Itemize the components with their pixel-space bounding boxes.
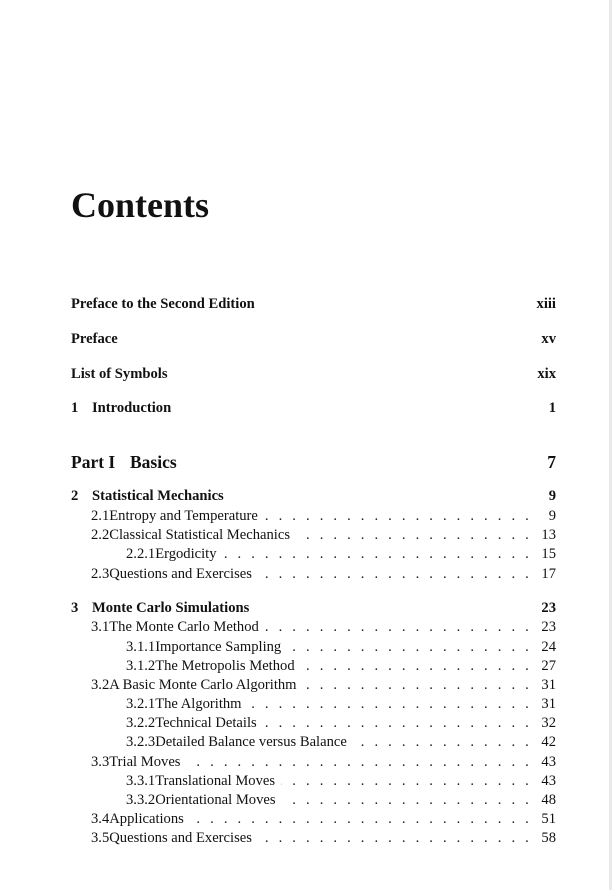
toc-entry-title: Statistical Mechanics: [92, 488, 224, 504]
toc-entry-title: The Monte Carlo Method: [109, 619, 259, 635]
toc-entry-title: Questions and Exercises: [109, 566, 252, 582]
toc-entry-title: Ergodicity: [155, 546, 217, 562]
toc-entry-title: The Metropolis Method: [155, 658, 295, 674]
toc-entry-page-number: 31: [541, 696, 556, 712]
toc-entry-title: A Basic Monte Carlo Algorithm: [109, 677, 297, 693]
toc-entry-title: The Algorithm: [155, 696, 242, 712]
toc-entry-section: [71, 753, 556, 772]
toc-entry-section: [71, 676, 556, 695]
toc-entry-page-number: 9: [548, 488, 556, 504]
toc-entry-page-number: 58: [541, 830, 556, 846]
toc-entry-page-number: 27: [541, 658, 556, 674]
dot-leader: [281, 772, 532, 791]
toc-entry-page-number: xix: [537, 366, 556, 382]
toc-entry-page-number: 43: [541, 754, 556, 770]
page-title: Contents: [71, 185, 210, 225]
toc-entry-title: Technical Details: [155, 715, 257, 731]
toc-entry-number: 3.2.3: [126, 734, 156, 750]
toc-entry-subsection: [71, 791, 556, 810]
toc-entry-page-number: 1: [548, 400, 556, 416]
toc-entry-subsection: [71, 638, 556, 657]
toc-entry-number: Part I: [71, 452, 116, 472]
toc-entry-page-number: 31: [541, 677, 556, 693]
toc-entry-page-number: 42: [541, 734, 556, 750]
toc-entry-page-number: 15: [541, 546, 556, 562]
toc-entry-title: Importance Sampling: [155, 639, 282, 655]
toc-entry-subsection: [71, 733, 556, 752]
toc-entry-part: [71, 451, 556, 473]
toc-entry-page-number: 23: [541, 619, 556, 635]
dot-leader: [190, 810, 532, 829]
toc-entry-number: 3.4: [91, 811, 110, 827]
toc-entry-number: 3: [71, 600, 79, 616]
toc-entry-page-number: xv: [541, 331, 556, 347]
dot-leader: [258, 829, 532, 848]
toc-entry-front: [71, 330, 556, 349]
dot-leader: [258, 565, 532, 584]
toc-entry-title: Applications: [109, 811, 184, 827]
toc-entry-number: 3.2.2: [126, 715, 156, 731]
toc-entry-title: List of Symbols: [71, 366, 168, 382]
toc-entry-page-number: 43: [541, 773, 556, 789]
toc-entry-title: Trial Moves: [109, 754, 181, 770]
toc-entry-chapter: [71, 487, 556, 506]
dot-leader: [223, 545, 532, 564]
dot-leader: [263, 714, 532, 733]
toc-entry-number: 3.3.1: [126, 773, 156, 789]
toc-entry-page-number: 23: [541, 600, 556, 616]
toc-entry-number: 2: [71, 488, 79, 504]
toc-entry-page-number: 48: [541, 792, 556, 808]
dot-leader: [265, 618, 532, 637]
toc-entry-chapter: [71, 599, 556, 618]
dot-leader: [282, 791, 532, 810]
toc-entry-front: [71, 295, 556, 314]
toc-entry-number: 3.1: [91, 619, 110, 635]
toc-entry-page-number: xiii: [536, 296, 556, 312]
toc-entry-subsection: [71, 695, 556, 714]
toc-entry-section: [71, 810, 556, 829]
toc-entry-subsection: [71, 545, 556, 564]
toc-entry-section: [71, 507, 556, 526]
toc-entry-number: 3.3: [91, 754, 110, 770]
toc-entry-section: [71, 618, 556, 637]
toc-entry-page-number: 17: [541, 566, 556, 582]
toc-entry-chapter: [71, 399, 556, 418]
toc-entry-title: Orientational Moves: [155, 792, 276, 808]
toc-entry-number: 1: [71, 400, 79, 416]
toc-entry-page-number: 7: [547, 452, 556, 472]
toc-entry-title: Preface: [71, 331, 118, 347]
toc-entry-page-number: 9: [548, 508, 556, 524]
toc-entry-page-number: 32: [541, 715, 556, 731]
table-of-contents: [71, 0, 556, 890]
toc-entry-section: [71, 565, 556, 584]
toc-entry-subsection: [71, 657, 556, 676]
toc-entry-number: 3.5: [91, 830, 110, 846]
dot-leader: [303, 676, 532, 695]
toc-entry-number: 2.1: [91, 508, 110, 524]
toc-entry-number: 3.1.1: [126, 639, 156, 655]
dot-leader: [301, 657, 532, 676]
toc-entry-number: 3.1.2: [126, 658, 156, 674]
toc-entry-title: Translational Moves: [155, 773, 276, 789]
toc-entry-page-number: 24: [541, 639, 556, 655]
toc-entry-title: Preface to the Second Edition: [71, 296, 255, 312]
toc-entry-number: 3.2: [91, 677, 110, 693]
toc-entry-title: Monte Carlo Simulations: [92, 600, 250, 616]
toc-entry-number: 2.2: [91, 527, 110, 543]
toc-entry-number: 3.2.1: [126, 696, 156, 712]
dot-leader: [186, 753, 532, 772]
toc-entry-number: 2.3: [91, 566, 110, 582]
dot-leader: [264, 507, 532, 526]
toc-entry-title: Basics: [130, 452, 177, 472]
toc-entry-front: [71, 365, 556, 384]
dot-leader: [353, 733, 532, 752]
dot-leader: [287, 638, 532, 657]
dot-leader: [296, 526, 532, 545]
toc-entry-subsection: [71, 714, 556, 733]
toc-entry-title: Entropy and Temperature: [109, 508, 258, 524]
toc-entry-number: 3.3.2: [126, 792, 156, 808]
toc-entry-section: [71, 829, 556, 848]
toc-entry-page-number: 51: [541, 811, 556, 827]
toc-entry-page-number: 13: [541, 527, 556, 543]
dot-leader: [248, 695, 532, 714]
toc-entry-number: 2.2.1: [126, 546, 156, 562]
toc-entry-title: Introduction: [92, 400, 172, 416]
toc-entry-subsection: [71, 772, 556, 791]
toc-entry-title: Detailed Balance versus Balance: [155, 734, 347, 750]
toc-entry-title: Classical Statistical Mechanics: [109, 527, 291, 543]
toc-entry-title: Questions and Exercises: [109, 830, 252, 846]
toc-entry-section: [71, 526, 556, 545]
